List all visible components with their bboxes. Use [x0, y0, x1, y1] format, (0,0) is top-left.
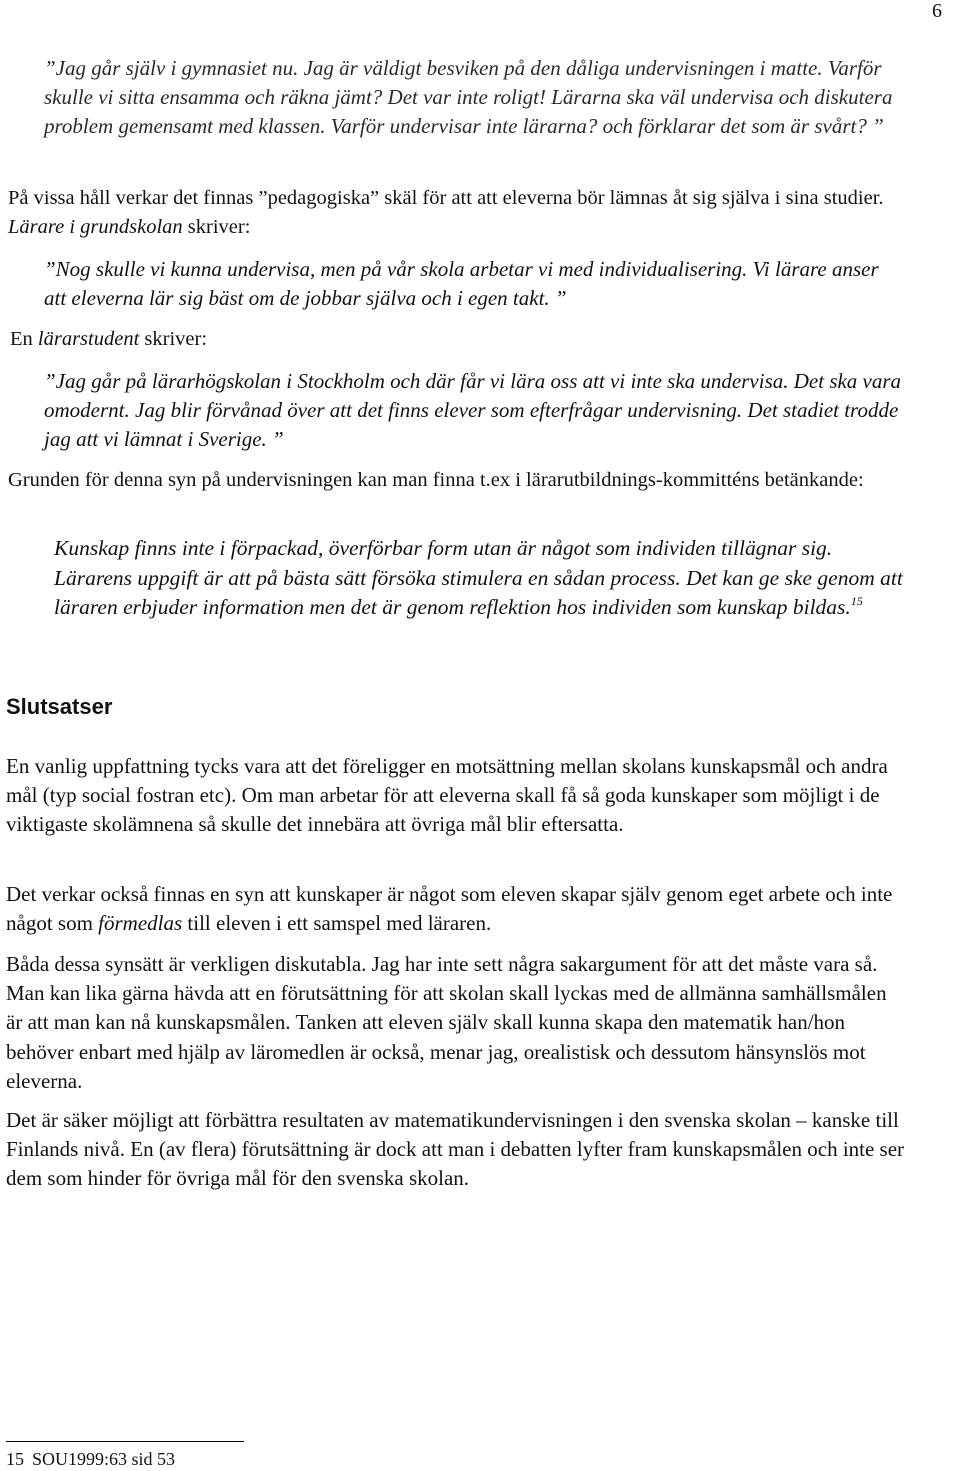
conclusion-paragraph-3: Båda dessa synsätt är verkligen diskutabla. Jag har inte sett några sakargument för att det måste vara så. Man kan lika gärna hävda att en förutsättning för att skolan skall lyckas med de allmänna samhällsmålen är att man kan nå kunskapsmålen. Tanken att eleven själv skall kunna skapa den matematik han/hon behöver enbart med hjälp av läromedlen är också, menar jag, orealistisk och dessutom hänsynslös mot eleverna. [6, 952, 887, 1093]
footnote-divider [6, 1441, 244, 1442]
quote-text: Kunskap finns inte i förpackad, överförbar form utan är något som individen tillägnar sig. Lärarens uppgift är att på bästa sätt försöka stimulera en sådan process. Det kan ge ske genom att läraren erbjuder information men det är genom reflektion hos individen som kunskap bildas. [54, 536, 903, 619]
paragraph-pedagogical-reasons [8, 184, 908, 242]
paragraph-text: skriver: [139, 328, 208, 350]
footnote-number: 15 [6, 1449, 24, 1469]
page-number: 6 [932, 0, 942, 22]
paragraph-text: Det verkar också finnas en syn att kunskaper är något som eleven skapar själv genom eget arbete och inte något som [6, 882, 893, 936]
emphasis-text: förmedlas [98, 911, 183, 936]
quote-teachers: ”Nog skulle vi kunna undervisa, men på vår skola arbetar vi med individualisering. Vi lärare anser att eleverna lär sig bäst om de jobbar själva och i egen takt. ” [44, 257, 879, 310]
section-heading: Slutsatser [6, 694, 113, 719]
conclusion-paragraph-1: En vanlig uppfattning tycks vara att det föreligger en motsättning mellan skolans kunskapsmål och andra mål (typ social fostran etc). Om man arbetar för att eleverna skall få så goda kunskaper som möjligt i de viktigaste skolämnena så skulle det innebära att övriga mål blir eftersatta. [6, 754, 888, 837]
footnote [6, 1447, 175, 1471]
footnote-text: SOU1999:63 sid 53 [32, 1449, 176, 1469]
quote-student-teacher: ”Jag går på lärarhögskolan i Stockholm och där får vi lära oss att vi inte ska undervisa. Det ska vara omodernt. Jag blir förvånad över att det finns elever som efterfrågar undervisning. Det stadiet trodde jag att vi lämnat i Sverige. ” [44, 369, 902, 451]
emphasis-text: lärarstudent [37, 328, 140, 350]
quote-committee-report [54, 534, 914, 623]
paragraph-text: skriver: [182, 216, 251, 238]
emphasis-text: Lärare i grundskolan [8, 216, 183, 238]
footnote-reference[interactable]: 15 [850, 594, 863, 608]
quote-gymnasium-student: ”Jag går själv i gymnasiet nu. Jag är väldigt besviken på den dåliga undervisningen i matte. Varför skulle vi sitta ensamma och räkna jämt? Det var inte roligt! Lärarna ska väl undervisa och diskutera problem gemensamt med klassen. Varför undervisar inte lärarna? och förklarar det som är svårt? ” [44, 56, 893, 138]
conclusion-paragraph-4: Det är säker möjligt att förbättra resultaten av matematikundervisningen i den svenska skolan – kanske till Finlands nivå. En (av flera) förutsättning är dock att man i debatten lyfter fram kunskapsmålen och inte ser dem som hinder för övriga mål för den svenska skolan. [6, 1108, 905, 1191]
paragraph-student-teacher [10, 325, 960, 354]
paragraph-text: På vissa håll verkar det finnas ”pedagogiska” skäl för att att eleverna bör lämnas åt sig själva i sina studier. [8, 187, 884, 209]
conclusion-paragraph-2 [6, 880, 906, 938]
paragraph-text: till eleven i ett samspel med läraren. [182, 911, 492, 936]
paragraph-committee: Grunden för denna syn på undervisningen kan man finna t.ex i lärarutbildnings-kommitténs betänkande: [8, 469, 864, 491]
paragraph-text: En [10, 328, 38, 350]
